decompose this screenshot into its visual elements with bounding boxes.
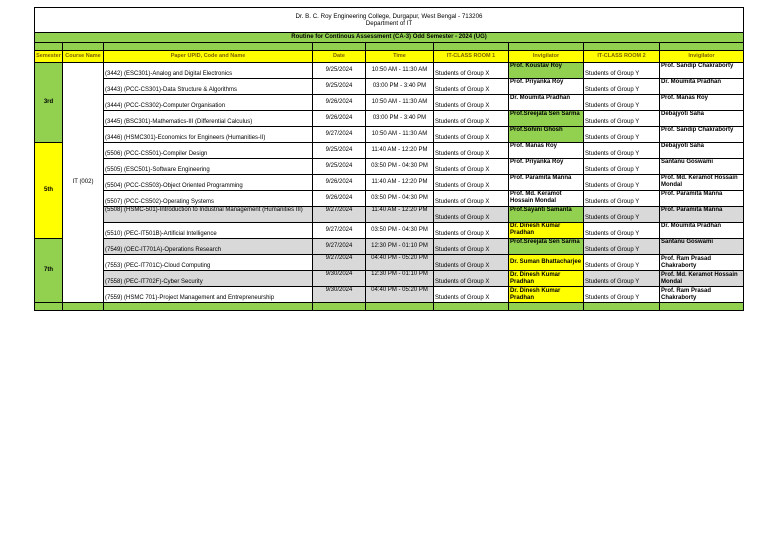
time-cell: 10:50 AM - 11:30 AM — [366, 127, 434, 143]
room2-cell: Students of Group Y — [584, 63, 660, 79]
paper-cell: (5505) (ESC501)-Software Engineering — [104, 159, 313, 175]
date-cell: 9/26/2024 — [313, 111, 366, 127]
col-invig1: Invigilator — [509, 51, 584, 63]
time-cell: 11:40 AM - 12:20 PM — [366, 143, 434, 159]
paper-cell: (7553) (PEC-IT701C)-Cloud Computing — [104, 255, 313, 271]
time-cell: 12:30 PM - 01:10 PM — [366, 271, 434, 287]
title-cell — [35, 8, 744, 33]
department-name: Department of IT — [365, 20, 413, 27]
invigilator2-cell: Santanu Goswami — [660, 159, 744, 175]
room1-cell: Students of Group X — [434, 175, 509, 191]
room2-cell: Students of Group Y — [584, 95, 660, 111]
table-row — [35, 207, 744, 223]
table-row — [35, 191, 744, 207]
invigilator2-cell: Prof. Sandip Chakraborty — [660, 127, 744, 143]
col-course: Course Name — [63, 51, 104, 63]
col-paper: Paper UPID, Code and Name — [104, 51, 313, 63]
room1-cell: Students of Group X — [434, 111, 509, 127]
room2-cell: Students of Group Y — [584, 175, 660, 191]
date-cell: 9/27/2024 — [313, 223, 366, 239]
time-cell: 10:50 AM - 11:30 AM — [366, 63, 434, 79]
table-row — [35, 159, 744, 175]
college-name: Dr. B. C. Roy Engineering College, Durgapur, West Bengal - 713206 — [295, 13, 483, 20]
paper-cell: (5508) (HSMC-501)-Introduction to Industrial Management (Humanities III) — [104, 207, 313, 223]
invigilator1-cell: Prof. Priyanka Roy — [509, 79, 584, 95]
invigilator1-cell: Prof. Koustav Roy — [509, 63, 584, 79]
invigilator2-cell: Prof. Sandip Chakraborty — [660, 63, 744, 79]
table-row — [35, 95, 744, 111]
table-row — [35, 287, 744, 303]
room2-cell: Students of Group Y — [584, 111, 660, 127]
room2-cell: Students of Group Y — [584, 271, 660, 287]
paper-cell: (3442) (ESC301)-Analog and Digital Electronics — [104, 63, 313, 79]
room1-cell: Students of Group X — [434, 271, 509, 287]
room1-cell: Students of Group X — [434, 239, 509, 255]
date-cell: 9/30/2024 — [313, 287, 366, 303]
date-cell: 9/25/2024 — [313, 143, 366, 159]
paper-cell: (7559) (HSMC 701)-Project Management and Entrepreneurship — [104, 287, 313, 303]
invigilator2-cell: Prof. Paramita Manna — [660, 191, 744, 207]
time-cell: 03:50 PM - 04:30 PM — [366, 191, 434, 207]
date-cell: 9/26/2024 — [313, 95, 366, 111]
table-row — [35, 143, 744, 159]
table-row — [35, 175, 744, 191]
date-cell: 9/25/2024 — [313, 159, 366, 175]
invigilator1-cell: Dr. Dinesh Kumar Pradhan — [509, 287, 584, 303]
paper-cell: (3443) (PCC-CS301)-Data Structure & Algorithms — [104, 79, 313, 95]
date-cell: 9/26/2024 — [313, 191, 366, 207]
time-cell: 03:00 PM - 3:40 PM — [366, 79, 434, 95]
col-room1: IT-CLASS ROOM 1 — [434, 51, 509, 63]
time-cell: 11:40 AM - 12:20 PM — [366, 175, 434, 191]
semester-5th: 5th — [35, 143, 63, 239]
invigilator1-cell: Dr. Suman Bhattacharjee — [509, 255, 584, 271]
time-cell: 03:50 PM - 04:30 PM — [366, 159, 434, 175]
col-invig2: Invigilator — [660, 51, 744, 63]
routine-sheet — [34, 7, 743, 311]
room2-cell: Students of Group Y — [584, 207, 660, 223]
semester-7th: 7th — [35, 239, 63, 303]
room2-cell: Students of Group Y — [584, 159, 660, 175]
invigilator1-cell: Prof. Md. Keramot Hossain Mondal — [509, 191, 584, 207]
semester-3rd: 3rd — [35, 63, 63, 143]
room1-cell: Students of Group X — [434, 287, 509, 303]
routine-table — [34, 7, 744, 311]
room2-cell: Students of Group Y — [584, 191, 660, 207]
table-row — [35, 79, 744, 95]
col-time: Time — [366, 51, 434, 63]
invigilator2-cell: Dr. Moumita Pradhan — [660, 223, 744, 239]
room1-cell: Students of Group X — [434, 79, 509, 95]
invigilator1-cell: Prof.Sreejata Sen Sarma — [509, 111, 584, 127]
room2-cell: Students of Group Y — [584, 127, 660, 143]
room1-cell: Students of Group X — [434, 223, 509, 239]
time-cell: 03:00 PM - 3:40 PM — [366, 111, 434, 127]
room2-cell: Students of Group Y — [584, 223, 660, 239]
room2-cell: Students of Group Y — [584, 143, 660, 159]
invigilator2-cell: Debajyoti Saha — [660, 143, 744, 159]
invigilator1-cell: Dr. Dinesh Kumar Pradhan — [509, 271, 584, 287]
room1-cell: Students of Group X — [434, 255, 509, 271]
table-row — [35, 255, 744, 271]
invigilator1-cell: Prof. Priyanka Roy — [509, 159, 584, 175]
date-cell: 9/25/2024 — [313, 79, 366, 95]
room2-cell: Students of Group Y — [584, 255, 660, 271]
room1-cell: Students of Group X — [434, 95, 509, 111]
date-cell: 9/30/2024 — [313, 271, 366, 287]
col-date: Date — [313, 51, 366, 63]
time-cell: 10:50 AM - 11:30 AM — [366, 95, 434, 111]
room2-cell: Students of Group Y — [584, 79, 660, 95]
room2-cell: Students of Group Y — [584, 287, 660, 303]
time-cell: 04:40 PM - 05:20 PM — [366, 255, 434, 271]
invigilator2-cell: Santanu Goswami — [660, 239, 744, 255]
paper-cell: (7549) (OEC-IT701A)-Operations Research — [104, 239, 313, 255]
paper-cell: (3444) (PCC-CS302)-Computer Organisation — [104, 95, 313, 111]
invigilator2-cell: Prof. Md. Keramot Hossain Mondal — [660, 271, 744, 287]
paper-cell: (5506) (PCC-CS501)-Compiler Design — [104, 143, 313, 159]
paper-cell: (5510) (PEC-IT501B)-Artificial Intelligence — [104, 223, 313, 239]
paper-cell: (5504) (PCC-CS503)-Object Oriented Programming — [104, 175, 313, 191]
invigilator2-cell: Debajyoti Saha — [660, 111, 744, 127]
room1-cell: Students of Group X — [434, 127, 509, 143]
invigilator1-cell: Dr. Dinesh Kumar Pradhan — [509, 223, 584, 239]
title-row — [35, 8, 744, 33]
course-name: IT (002) — [63, 63, 104, 303]
date-cell: 9/27/2024 — [313, 127, 366, 143]
time-cell: 12:30 PM - 01:10 PM — [366, 239, 434, 255]
table-row — [35, 223, 744, 239]
table-row — [35, 111, 744, 127]
col-room2: IT-CLASS ROOM 2 — [584, 51, 660, 63]
invigilator1-cell: Prof.Sohini Ghosh — [509, 127, 584, 143]
invigilator2-cell: Prof. Ram Prasad Chakraborty — [660, 287, 744, 303]
table-row — [35, 63, 744, 79]
table-row — [35, 127, 744, 143]
routine-row — [35, 33, 744, 43]
footer-row — [35, 303, 744, 311]
spacer-row — [35, 43, 744, 51]
room1-cell: Students of Group X — [434, 63, 509, 79]
date-cell: 9/27/2024 — [313, 255, 366, 271]
invigilator2-cell: Dr. Moumita Pradhan — [660, 79, 744, 95]
room2-cell: Students of Group Y — [584, 239, 660, 255]
invigilator1-cell: Prof.Sreejata Sen Sarma — [509, 239, 584, 255]
column-header-row — [35, 51, 744, 63]
date-cell: 9/27/2024 — [313, 239, 366, 255]
col-semester: Semester — [35, 51, 63, 63]
paper-cell: (5507) (PCC-CS502)-Operating Systems — [104, 191, 313, 207]
date-cell: 9/26/2024 — [313, 175, 366, 191]
invigilator2-cell: Prof. Manas Roy — [660, 95, 744, 111]
paper-cell: (3446) (HSMC301)-Economics for Engineers (Humanities-II) — [104, 127, 313, 143]
invigilator1-cell: Dr. Moumita Pradhan — [509, 95, 584, 111]
time-cell: 04:40 PM - 05:20 PM — [366, 287, 434, 303]
invigilator2-cell: Prof. Paramita Manna — [660, 207, 744, 223]
invigilator2-cell: Prof. Ram Prasad Chakraborty — [660, 255, 744, 271]
routine-title: Routine for Continous Assessment (CA-3) Odd Semester - 2024 (UG) — [35, 33, 744, 43]
table-row — [35, 271, 744, 287]
time-cell: 11:40 AM - 12:20 PM — [366, 207, 434, 223]
date-cell: 9/27/2024 — [313, 207, 366, 223]
invigilator1-cell: Prof. Manas Roy — [509, 143, 584, 159]
time-cell: 03:50 PM - 04:30 PM — [366, 223, 434, 239]
paper-cell: (3445) (BSC301)-Mathematics-III (Differential Calculus) — [104, 111, 313, 127]
room1-cell: Students of Group X — [434, 191, 509, 207]
invigilator2-cell: Prof. Md. Keramot Hossain Mondal — [660, 175, 744, 191]
room1-cell: Students of Group X — [434, 159, 509, 175]
date-cell: 9/25/2024 — [313, 63, 366, 79]
invigilator1-cell: Prof.Sayanti Samanta — [509, 207, 584, 223]
room1-cell: Students of Group X — [434, 143, 509, 159]
paper-cell: (7558) (PEC-IT702F)-Cyber Security — [104, 271, 313, 287]
invigilator1-cell: Prof. Paramita Manna — [509, 175, 584, 191]
room1-cell: Students of Group X — [434, 207, 509, 223]
table-row — [35, 239, 744, 255]
